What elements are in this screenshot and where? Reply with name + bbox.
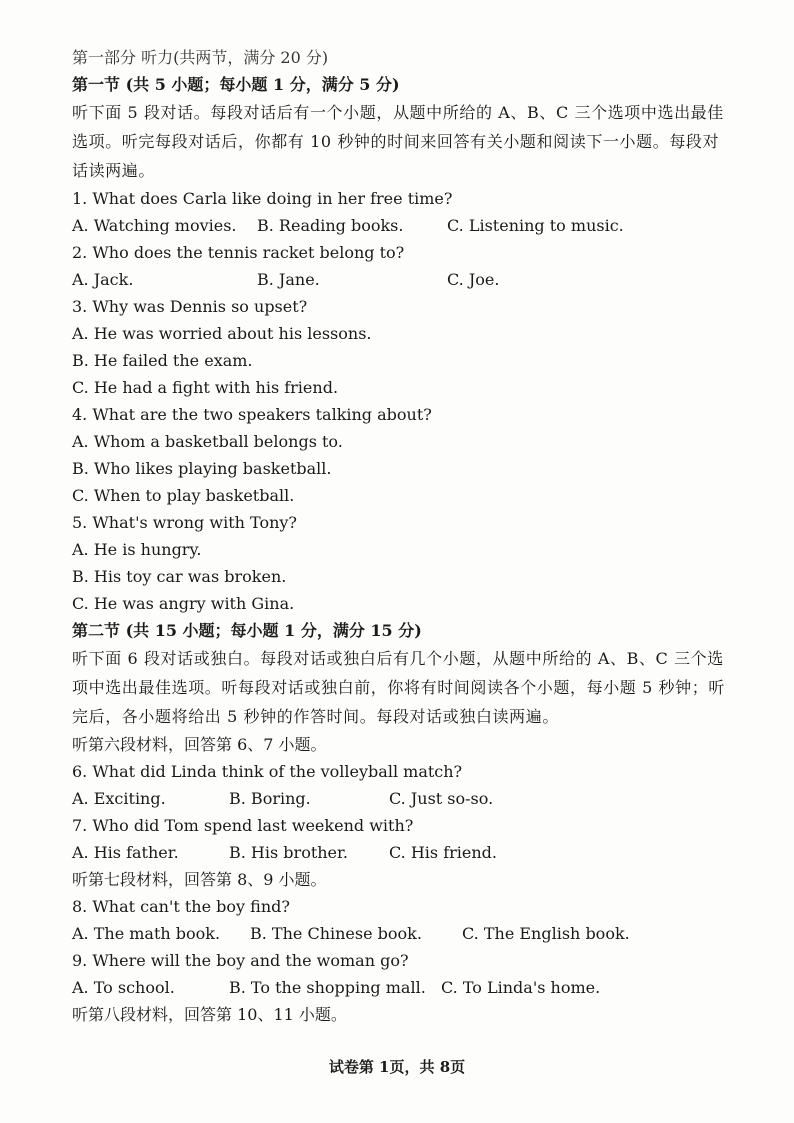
option-b: B. Boring. (229, 789, 311, 808)
material-header: 听第六段材料，回答第 6、7 小题。 (72, 735, 327, 754)
option-b: B. The Chinese book. (250, 924, 422, 943)
option-row (72, 920, 732, 947)
option-a: A. Whom a basketball belongs to. (72, 432, 343, 451)
question-stem: 2. Who does the tennis racket belong to? (72, 243, 405, 262)
page-content (72, 44, 732, 1028)
option-c: C. He had a fight with his friend. (72, 378, 339, 397)
question-stem: 8. What can't the boy find? (72, 897, 290, 916)
option-b: B. He failed the exam. (72, 351, 253, 370)
option-a: A. His father. (72, 843, 179, 862)
section2-instructions: 听下面 6 段对话或独白。每段对话或独白后有几个小题，从题中所给的 A、B、C 三个选项中选出最佳选项。听每段对话或独白前，你将有时间阅读各个小题，每小题 5 秒钟；听完后，各小题将给出 5 秒钟的作答时间。每段对话或独白读两遍。 (72, 649, 725, 726)
material-header: 听第七段材料，回答第 8、9 小题。 (72, 870, 327, 889)
option-row (72, 266, 732, 293)
option-a: A. Jack. (72, 270, 134, 289)
option-c: C. Just so-so. (389, 789, 494, 808)
option-a: A. Watching movies. (72, 216, 237, 235)
option-c: C. Joe. (447, 270, 500, 289)
option-b: B. His toy car was broken. (72, 567, 287, 586)
question-stem: 9. Where will the boy and the woman go? (72, 951, 409, 970)
option-c: C. He was angry with Gina. (72, 594, 295, 613)
option-a: A. He was worried about his lessons. (72, 324, 372, 343)
option-row (72, 212, 732, 239)
option-a: A. The math book. (72, 924, 221, 943)
question-stem: 1. What does Carla like doing in her free time? (72, 189, 453, 208)
option-a: A. Exciting. (72, 789, 166, 808)
option-b: B. His brother. (229, 843, 348, 862)
section1-header: 第一节 (共 5 小题；每小题 1 分，满分 5 分) (72, 75, 400, 94)
option-b: B. Who likes playing basketball. (72, 459, 332, 478)
option-row (72, 839, 732, 866)
option-c: C. The English book. (462, 924, 630, 943)
option-row (72, 785, 732, 812)
option-a: A. To school. (72, 978, 175, 997)
option-c: C. His friend. (389, 843, 497, 862)
option-b: B. To the shopping mall. (229, 978, 426, 997)
section1-instructions: 听下面 5 段对话。每段对话后有一个小题，从题中所给的 A、B、C 三个选项中选出最佳选项。听完每段对话后，你都有 10 秒钟的时间来回答有关小题和阅读下一小题。每段对话读两遍。 (72, 103, 724, 180)
question-stem: 5. What's wrong with Tony? (72, 513, 297, 532)
question-stem: 6. What did Linda think of the volleyball match? (72, 762, 463, 781)
material-header: 听第八段材料，回答第 10、11 小题。 (72, 1005, 347, 1024)
question-stem: 4. What are the two speakers talking about? (72, 405, 432, 424)
option-b: B. Reading books. (257, 216, 404, 235)
option-c: C. Listening to music. (447, 216, 624, 235)
option-row (72, 974, 732, 1001)
option-c: C. To Linda's home. (441, 978, 601, 997)
option-b: B. Jane. (257, 270, 320, 289)
question-stem: 3. Why was Dennis so upset? (72, 297, 308, 316)
section2-header: 第二节 (共 15 小题；每小题 1 分，满分 15 分) (72, 621, 422, 640)
question-stem: 7. Who did Tom spend last weekend with? (72, 816, 414, 835)
option-a: A. He is hungry. (72, 540, 202, 559)
option-c: C. When to play basketball. (72, 486, 295, 505)
page-footer: 试卷第 1页，共 8页 (328, 1058, 466, 1076)
part-header: 第一部分 听力(共两节，满分 20 分) (72, 48, 329, 67)
